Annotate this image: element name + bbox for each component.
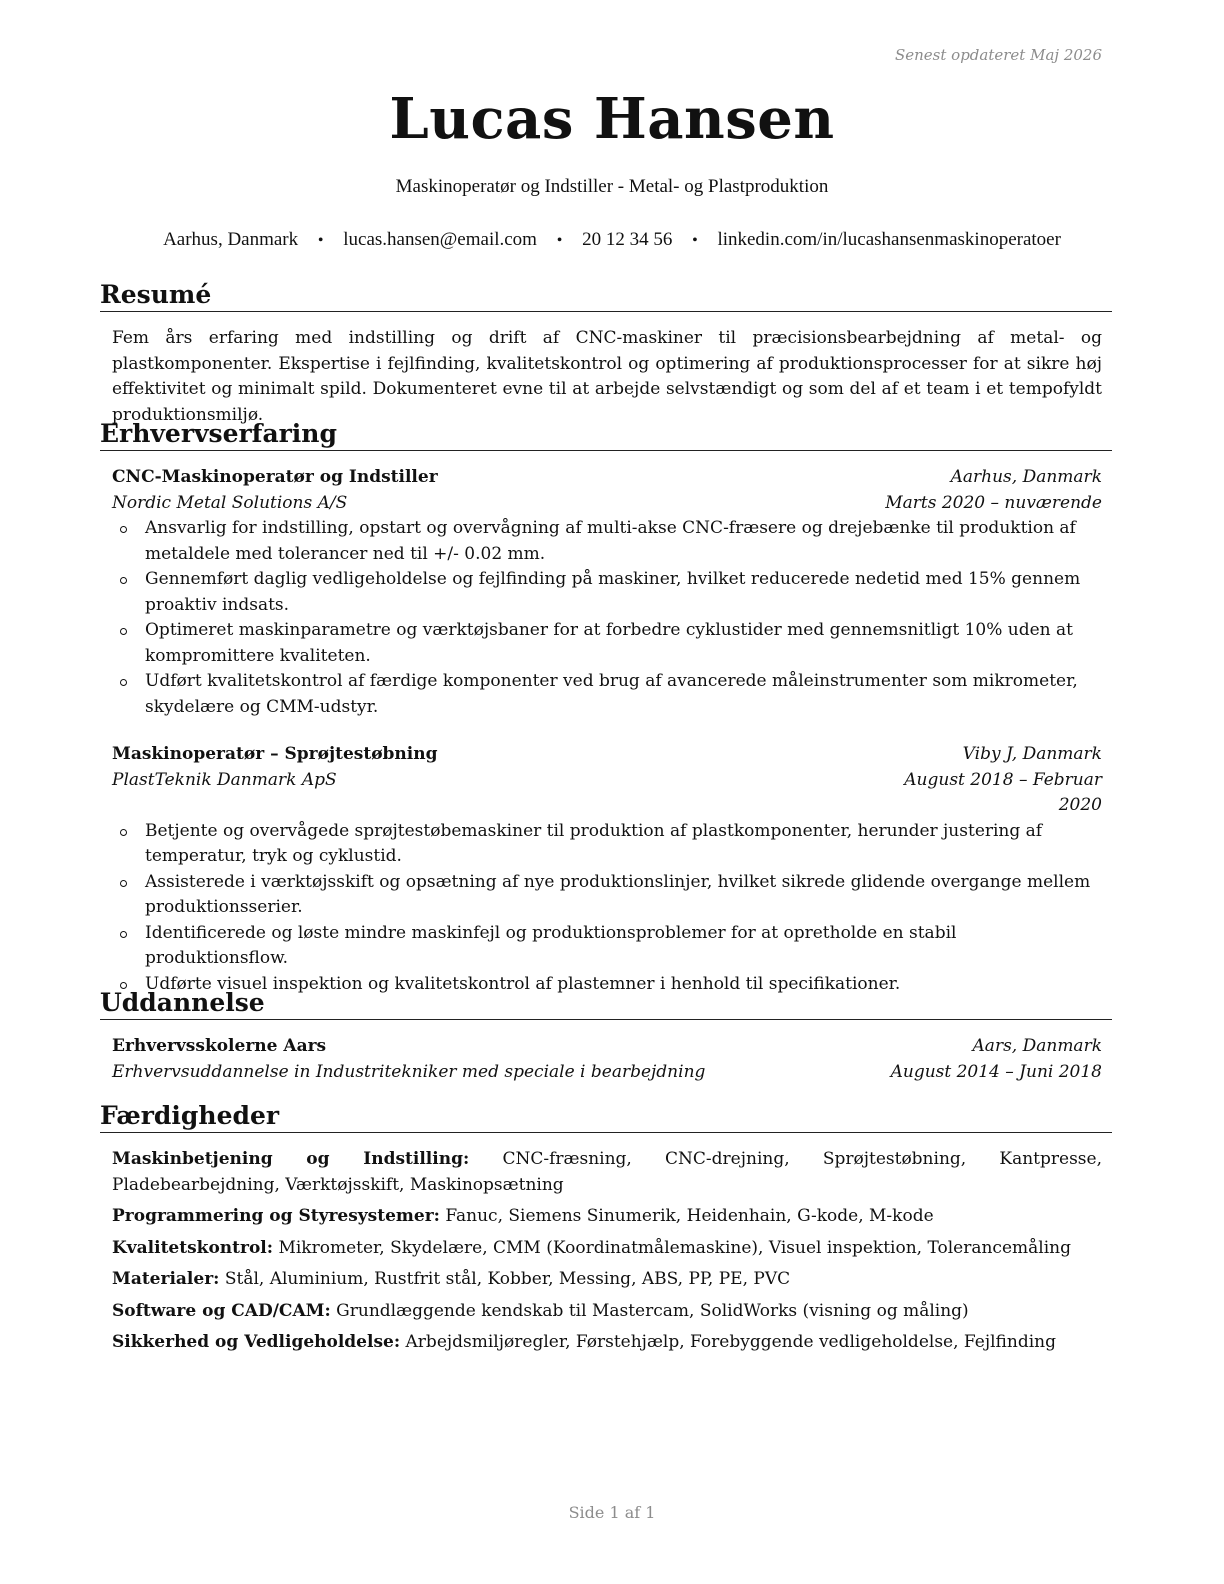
skill-line bbox=[112, 1299, 1102, 1325]
degree-name: Erhvervsuddannelse in Industritekniker med speciale i bearbejdning bbox=[112, 1061, 706, 1082]
contact-linkedin[interactable]: linkedin.com/in/lucashansenmaskinoperatoer bbox=[717, 229, 1061, 250]
skill-value: Fanuc, Siemens Sinumerik, Heidenhain, G-kode, M-kode bbox=[445, 1206, 934, 1226]
list-item: Gennemført daglig vedligeholdelse og fejlfinding på maskiner, hvilket reducerede nedetid med 15% gennem proaktiv indsats. bbox=[145, 567, 1102, 618]
job-subtitle: Maskinoperatør og Indstiller - Metal- og Plastproduktion bbox=[395, 176, 829, 197]
summary-text: Fem års erfaring med indstilling og drift af CNC-maskiner til præcisionsbearbejdning af metal- og plastkomponenter. Ekspertise i fejlfinding, kvalitetskontrol og optimering af produktionsprocesser for at sikre høj effektivitet og minimalt spild. Dokumenteret evne til at arbejde selvstændigt og som del af et team i et tempofyldt produktionsmiljø. bbox=[112, 328, 1102, 425]
skills-section bbox=[100, 1101, 1112, 1362]
job-dates: August 2018 – Februar 2020 bbox=[904, 769, 1102, 815]
list-item: Identificerede og løste mindre maskinfejl og produktionsproblemer for at opretholde en stabil produktionsflow. bbox=[145, 921, 1102, 972]
job-company: PlastTeknik Danmark ApS bbox=[112, 769, 337, 790]
skill-value: CNC-fræsning, CNC-drejning, Sprøjtestøbning, Kantpresse, Pladebearbejdning, Værktøjsskift, Maskinopsætning bbox=[112, 1149, 1102, 1195]
job-entry bbox=[100, 465, 1112, 720]
education-entry bbox=[100, 1034, 1112, 1085]
job-title: Maskinoperatør – Sprøjtestøbning bbox=[112, 744, 438, 764]
skill-line bbox=[112, 1236, 1102, 1262]
job-entry bbox=[100, 742, 1112, 997]
page-number: Side 1 af 1 bbox=[568, 1503, 656, 1522]
contact-phone[interactable]: 20 12 34 56 bbox=[582, 229, 673, 250]
job-title: CNC-Maskinoperatør og Indstiller bbox=[112, 467, 438, 487]
list-item: Betjente og overvågede sprøjtestøbemaskiner til produktion af plastkomponenter, herunder justering af temperatur, tryk og cyklustid. bbox=[145, 819, 1102, 870]
skill-value: Arbejdsmiljøregler, Førstehjælp, Forebyggende vedligeholdelse, Fejlfinding bbox=[405, 1332, 1056, 1352]
skill-line bbox=[112, 1330, 1102, 1356]
section-heading: Færdigheder bbox=[100, 1101, 1112, 1133]
skill-value: Mikrometer, Skydelære, CMM (Koordinatmålemaskine), Visuel inspektion, Tolerancemåling bbox=[278, 1237, 1071, 1258]
list-item: Assisterede i værktøjsskift og opsætning af nye produktionslinjer, hvilket sikrede glidende overgange mellem produktionsserier. bbox=[145, 870, 1102, 921]
skill-line bbox=[112, 1204, 1102, 1230]
school-name: Erhvervsskolerne Aars bbox=[112, 1036, 327, 1056]
last-updated: Senest opdateret Maj 2026 bbox=[894, 46, 1102, 64]
list-item: Udført kvalitetskontrol af færdige komponenter ved brug af avancerede måleinstrumenter som mikrometer, skydelære og CMM-udstyr. bbox=[145, 669, 1102, 720]
list-item: Optimeret maskinparametre og værktøjsbaner for at forbedre cyklustider med gennemsnitligt 10% uden at kompromittere kvaliteten. bbox=[145, 618, 1102, 669]
bullet-separator: • bbox=[317, 232, 324, 249]
job-location: Viby J, Danmark bbox=[962, 744, 1102, 764]
section-heading: Uddannelse bbox=[100, 988, 1112, 1020]
skill-label: Kvalitetskontrol: bbox=[112, 1237, 274, 1258]
bullet-separator: • bbox=[556, 232, 563, 249]
job-bullets bbox=[112, 819, 1102, 998]
section-heading: Erhvervserfaring bbox=[100, 419, 1112, 451]
list-item: Udførte visuel inspektion og kvalitetskontrol af plastemner i henhold til specifikationer. bbox=[145, 972, 1102, 998]
candidate-name: Lucas Hansen bbox=[389, 86, 835, 152]
school-location: Aars, Danmark bbox=[972, 1036, 1102, 1056]
summary-section bbox=[100, 280, 1112, 428]
job-company: Nordic Metal Solutions A/S bbox=[112, 492, 348, 513]
skill-label: Software og CAD/CAM: bbox=[112, 1300, 331, 1321]
contact-email[interactable]: lucas.hansen@email.com bbox=[343, 229, 537, 250]
education-section bbox=[100, 988, 1112, 1085]
bullet-separator: • bbox=[692, 232, 698, 249]
skill-line bbox=[112, 1267, 1102, 1293]
skills-list bbox=[100, 1147, 1112, 1356]
list-item: Ansvarlig for indstilling, opstart og overvågning af multi-akse CNC-fræsere og drejebænke til produktion af metaldele med tolerancer ned til +/- 0.02 mm. bbox=[145, 516, 1102, 567]
skill-value: Stål, Aluminium, Rustfrit stål, Kobber, Messing, ABS, PP, PE, PVC bbox=[224, 1269, 791, 1289]
contact-line bbox=[0, 229, 1224, 251]
skill-value: Grundlæggende kendskab til Mastercam, SolidWorks (visning og måling) bbox=[336, 1300, 969, 1321]
skill-label: Maskinbetjening og Indstilling: bbox=[112, 1149, 470, 1169]
experience-section bbox=[100, 419, 1112, 997]
skill-label: Materialer: bbox=[112, 1269, 220, 1289]
job-bullets bbox=[112, 516, 1102, 720]
job-location: Aarhus, Danmark bbox=[950, 467, 1102, 487]
education-dates: August 2014 – Juni 2018 bbox=[890, 1061, 1102, 1082]
section-heading: Resumé bbox=[100, 280, 1112, 312]
contact-location: Aarhus, Danmark bbox=[163, 229, 299, 250]
skill-label: Programmering og Styresystemer: bbox=[112, 1206, 440, 1226]
skill-label: Sikkerhed og Vedligeholdelse: bbox=[112, 1332, 401, 1352]
job-dates: Marts 2020 – nuværende bbox=[885, 492, 1102, 513]
skill-line bbox=[112, 1147, 1102, 1198]
